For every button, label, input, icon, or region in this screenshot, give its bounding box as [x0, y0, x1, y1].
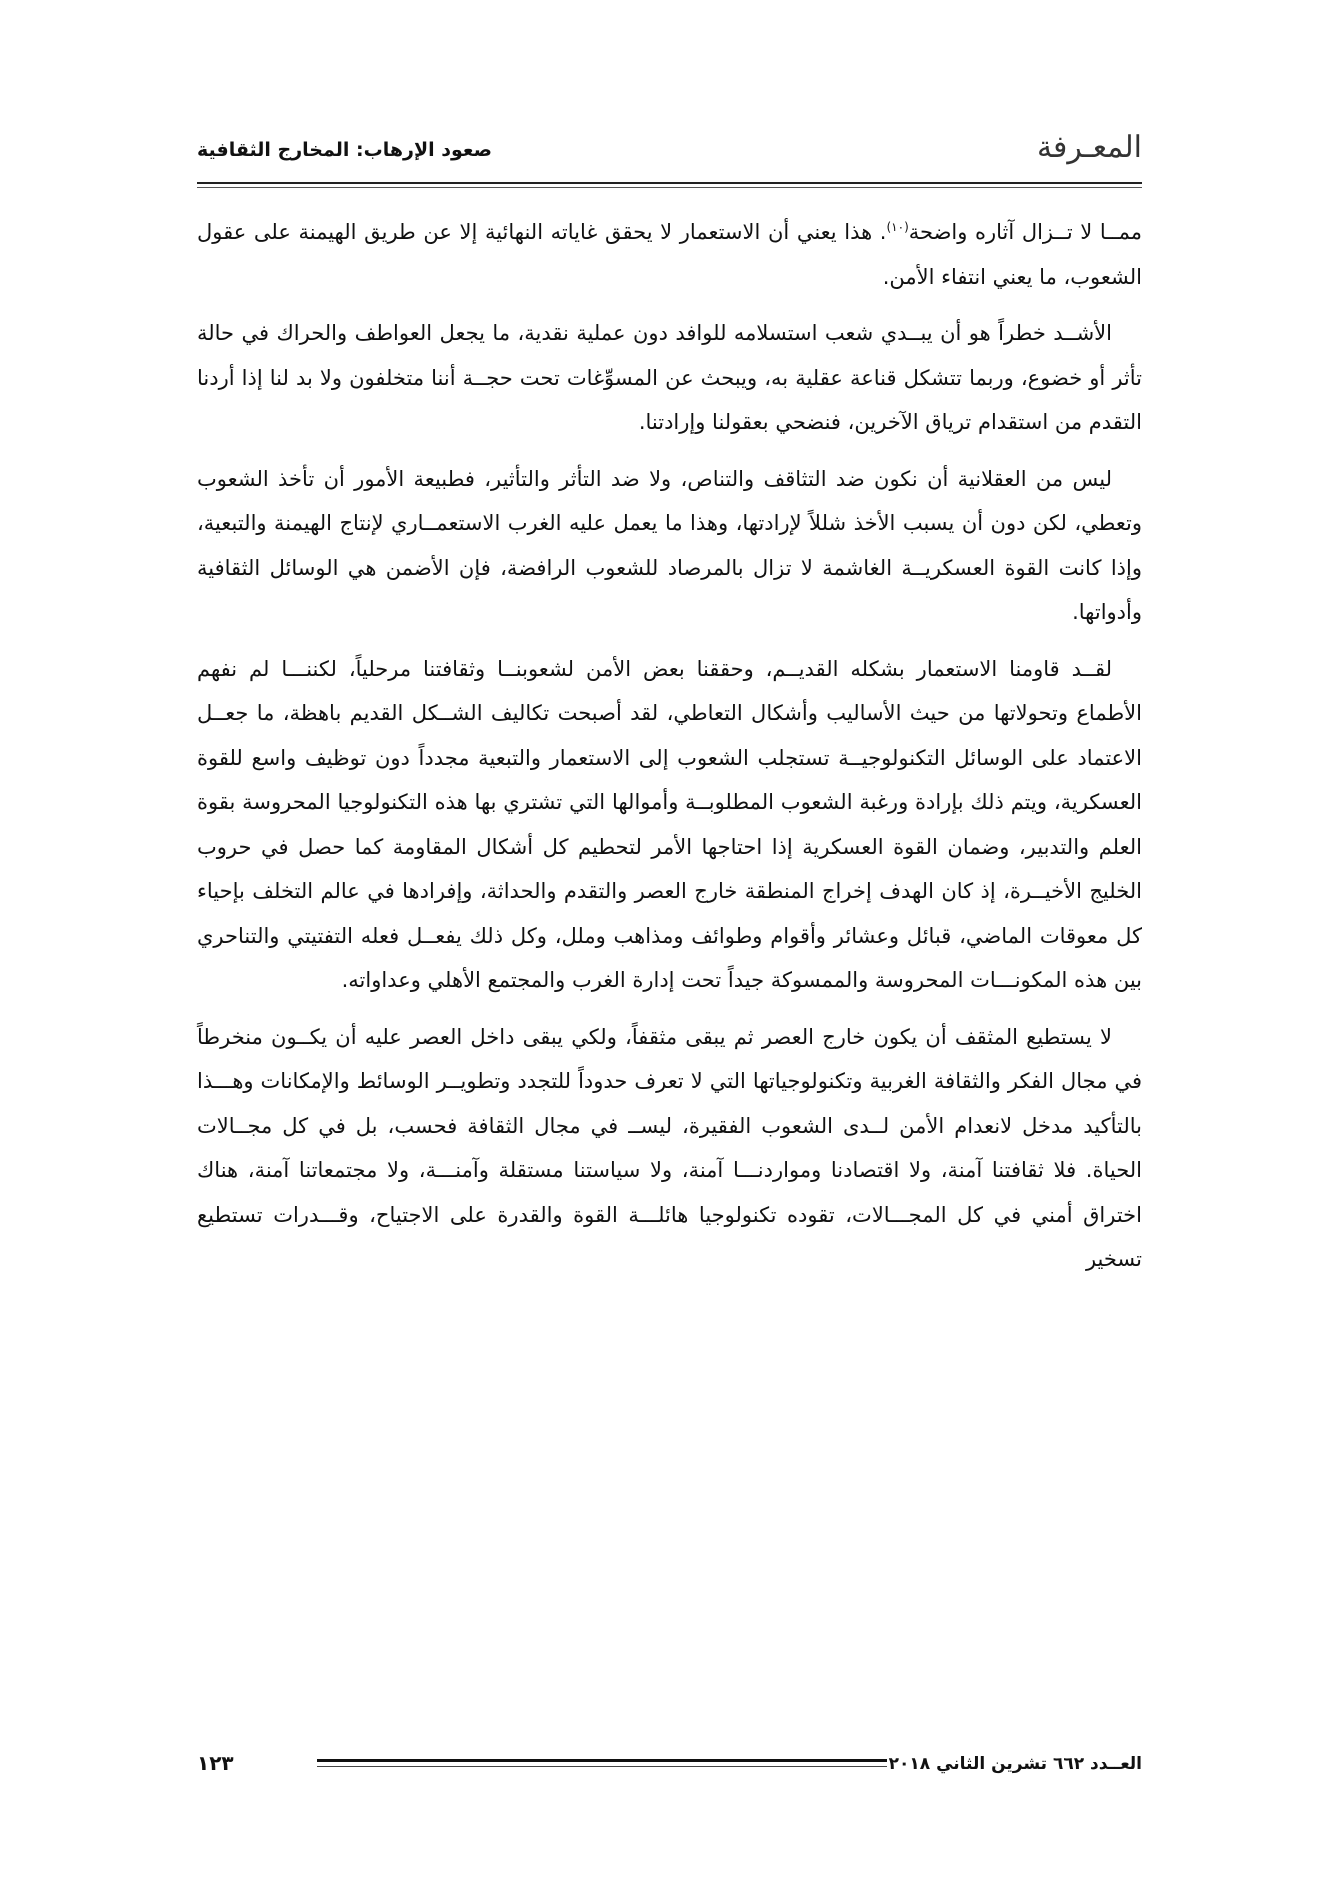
paragraph-1-end: . هذا يعني أن الاستعمار لا يحقق غاياته النهائية إلا عن طريق الهيمنة على عقول الشعوب، ما يعني انتفاء الأمن. [197, 220, 1142, 289]
footnote-ref: (١٠) [886, 220, 909, 234]
page-header [197, 128, 1142, 176]
header-divider-thin [197, 187, 1142, 188]
paragraph-2: الأشــد خطراً هو أن يبــدي شعب استسلامه للوافد دون عملية نقدية، ما يجعل العواطف والحراك في حالة تأثر أو خضوع، وربما تتشكل قناعة عقلية به، ويبحث عن المسوِّغات تحت حجــة أننا متخلفون ولا بد لنا إذا أردنا التقدم من استقدام ترياق الآخرين، فنضحي بعقولنا وإرادتنا. [197, 321, 1142, 434]
article-body [197, 210, 1142, 1294]
running-title: صعود الإرهاب: المخارج الثقافية [197, 139, 492, 161]
magazine-logo: المعـرفة [1036, 130, 1142, 165]
issue-info: العــدد ٦٦٢ تشرين الثاني ٢٠١٨ [888, 1754, 1142, 1774]
header-divider [197, 182, 1142, 184]
footer-divider-thin [317, 1766, 887, 1767]
paragraph-1 [197, 210, 1142, 299]
page-footer [197, 1746, 1142, 1786]
paragraph-4: لقــد قاومنا الاستعمار بشكله القديــم، وحققنا بعض الأمن لشعوبنــا وثقافتنا مرحلياً، لكننـــا لم نفهم الأطماع وتحولاتها من حيث الأساليب وأشكال التعاطي، لقد أصبحت تكاليف الشــكل القديم باهظة، ما جعــل الاعتماد على الوسائل التكنولوجيــة تستجلب الشعوب إلى الاستعمار والتبعية مجدداً دون توظيف واسع للقوة العسكرية، ويتم ذلك بإرادة ورغبة الشعوب المطلوبــة وأموالها التي تشتري بها هذه التكنولوجيا المحروسة بقوة العلم والتدبير، وضمان القوة العسكرية إذا احتاجها الأمر لتحطيم كل أشكال المقاومة كما حصل في حروب الخليج الأخيــرة، إذ كان الهدف إخراج المنطقة خارج العصر والتقدم والحداثة، وإفرادها في عالم التخلف بإحياء كل معوقات الماضي، قبائل وعشائر وأقوام وطوائف ومذاهب وملل، وكل ذلك يفعــل فعله التفتيتي والتناحري بين هذه المكونـــات المحروسة والممسوكة جيداً تحت إدارة الغرب والمجتمع الأهلي وعداواته. [197, 656, 1142, 992]
paragraph-5: لا يستطيع المثقف أن يكون خارج العصر ثم يبقى مثقفاً، ولكي يبقى داخل العصر عليه أن يكــون منخرطاً في مجال الفكر والثقافة الغربية وتكنولوجياتها التي لا تعرف حدوداً للتجدد وتطويــر الوسائط والإمكانات وهـــذا بالتأكيد مدخل لانعدام الأمن لــدى الشعوب الفقيرة، ليســ في مجال الثقافة فحسب، بل في كل مجــالات الحياة. فلا ثقافتنا آمنة، ولا اقتصادنا ومواردنـــا آمنة، ولا سياستنا مستقلة وآمنـــة، ولا مجتمعاتنا آمنة، هناك اختراق أمني في كل المجـــالات، تقوده تكنولوجيا هائلـــة القوة والقدرة على الاجتياح، وقـــدرات تستطيع تسخير [197, 1024, 1142, 1271]
page-number: ١٢٣ [197, 1751, 234, 1775]
footer-divider [317, 1759, 887, 1762]
paragraph-3: ليس من العقلانية أن نكون ضد التثاقف والتناص، ولا ضد التأثر والتأثير، فطبيعة الأمور أن تأخذ الشعوب وتعطي، لكن دون أن يسبب الأخذ شللاً لإرادتها، وهذا ما يعمل عليه الغرب الاستعمــاري لإنتاج الهيمنة والتبعية، وإذا كانت القوة العسكريــة الغاشمة لا تزال بالمرصاد للشعوب الرافضة، فإن الأضمن هي الوسائل الثقافية وأدواتها. [197, 466, 1142, 624]
paragraph-1-start: ممــا لا تــزال آثاره واضحة [908, 220, 1142, 244]
